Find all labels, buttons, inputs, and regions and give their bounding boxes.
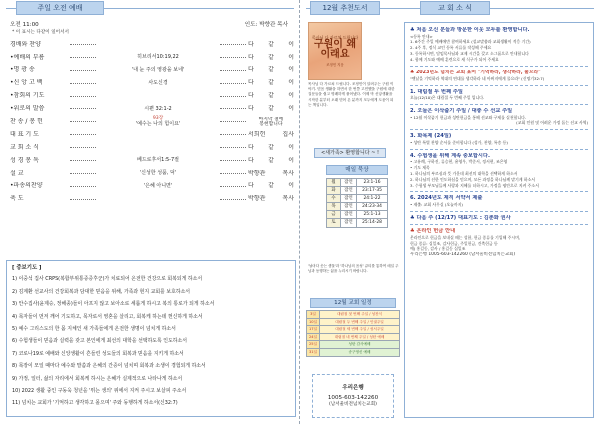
news-w4: 3. 등록하시면, 담임목사님과 교제 시간을 갖고 소그룹으로 안내합니다 <box>410 51 529 57</box>
reading-day: 목 <box>327 203 341 211</box>
schedule-date: 17일 <box>307 326 320 334</box>
schedule-event: 대림절 네 번째 주일 / 성탄 예배 <box>320 333 400 341</box>
reading-note: '날마다 솟는 샘물'과 '하나님의 음성' 큐티를 통하여 매일 주님과 동행하는 삶을 누리시기 바랍니다. <box>308 264 399 274</box>
order-item-person: 박향관 목사 <box>248 169 294 177</box>
dotted-leader <box>70 83 96 84</box>
reading-row <box>327 195 388 203</box>
book-cover-image <box>308 22 362 80</box>
order-row <box>6 64 296 77</box>
dotted-leader <box>70 186 96 187</box>
schedule-date: 10일 <box>307 318 320 326</box>
news-s4-b: • 기도 제목 <box>410 164 430 170</box>
news-header: 교 회 소 식 <box>420 1 490 15</box>
service-time: 오전 11:00 <box>10 22 39 28</box>
bank-name: 우리은행 <box>342 384 364 391</box>
order-item-detail: 사도신경 <box>148 79 168 86</box>
new-family-welcome: <새가족> 환영합니다 ~ ! <box>314 148 386 158</box>
service-title: 주일 오전 예배 <box>16 1 104 15</box>
reading-range: 25:1-13 <box>357 211 388 219</box>
news-s4-a: • 고유례, 구하진, 류승현, 윤영우, 박준서, 정서현, 조은영 <box>410 159 508 165</box>
dotted-leader <box>70 147 96 148</box>
news-s3-text: • 성탄 특별 찬양 순서를 준비합니다 (성가, 찬양, 특송 등) <box>410 139 508 145</box>
prayer-item: 6) 수험생들이 믿음과 실력을 갖고 본인에게 최선의 대학을 선택하도록 인도하소서 <box>12 338 187 345</box>
order-list <box>6 38 296 206</box>
news-offer-b: 헌금 종류: 십일조, 감사헌금, 주일헌금, 건축헌금 등 <box>410 240 498 246</box>
dotted-leader <box>70 173 96 174</box>
order-item-person: 다 같 이 <box>248 182 294 190</box>
reading-day: 화 <box>327 187 341 195</box>
reading-day: 월 <box>327 179 341 187</box>
news-s2-a: • 12월 이삭줍기 헌금과 성탄헌금을 통해 선교와 구제를 실천합니다. <box>410 114 527 120</box>
schedule-header: 12월 교회 일정 <box>310 298 396 308</box>
news-w2: 1. 6주간 주일 예배에만 참여하세요 (설교말씀과 교회생활이 적응 기간) <box>410 39 531 45</box>
reading-table <box>326 178 388 228</box>
news-s2-b: (교회 인원 및 어려운 가정 돕는 선교 사역) <box>516 120 588 126</box>
order-item-person: 박향관 목사 <box>248 195 294 203</box>
order-item-person: 다 같 이 <box>248 53 294 61</box>
order-item-person: 다 같 이 <box>248 79 294 87</box>
hymn-title: '예수는 나의 힘이요' <box>135 120 181 127</box>
dotted-leader <box>220 108 246 109</box>
reading-day: 수 <box>327 195 341 203</box>
order-row <box>6 51 296 64</box>
dotted-leader <box>220 83 246 84</box>
news-s4-title: 4. 수험생을 위해 계속 중보합시다. <box>410 152 490 159</box>
service-meta <box>6 22 296 30</box>
order-row <box>6 193 296 206</box>
reading-row <box>327 187 388 195</box>
order-item-name: •예배의 부름 <box>10 53 45 61</box>
prayer-item: 8) 목장이 모일 때마다 예수와 말씀과 은혜의 간증이 넘치며 회복과 소생이 경험되게 하소서 <box>12 363 206 370</box>
schedule-row <box>307 341 400 349</box>
dotted-leader <box>70 96 96 97</box>
order-row <box>6 77 296 90</box>
church-news <box>404 22 594 418</box>
reading-day: 토 <box>327 219 341 227</box>
order-item-detail <box>98 117 218 127</box>
order-item-person: 서희헌 집사 <box>248 130 294 138</box>
reading-book: 잠언 <box>341 203 357 211</box>
prayer-item: 1) 이중석 집사 CRPS(복합부위통증증후군)가 치료되어 온전한 건강으로 회복되게 하소서 <box>12 276 203 283</box>
reading-range: 25:14-28 <box>357 219 388 227</box>
news-s2-title: 2. 오늘은 이삭줍기 주일 / 대충 수 선교 주일 <box>410 108 513 114</box>
order-row <box>6 141 296 154</box>
book-cover-title: 구원이 왜 이래요 <box>313 38 357 61</box>
news-s4-e: 3. 수험생 부모님들께 사랑과 지혜를 더하시고, 가정을 평안으로 지켜 주소서 <box>410 182 539 188</box>
divider <box>410 66 588 67</box>
news-motto-sub: "옛날을 기억하라 역대의 연대를 생각하라 네 아버지에게 물으라" (신명기32:7) <box>410 75 545 81</box>
schedule-row <box>307 318 400 326</box>
reading-book: 잠언 <box>341 187 357 195</box>
order-item-detail: 히브리서10:19,22 <box>137 54 179 61</box>
dotted-leader <box>220 44 246 45</box>
news-s6-title: ♣ 다음 주 (12/17) 대표기도 : 김춘화 권사 <box>410 214 511 221</box>
divider <box>410 104 588 105</box>
order-item-person: 다 같 이 <box>248 105 294 113</box>
prayer-item: 4) 목자들이 먼저 깨어 기도하고, 목자로서 영혼을 살리고, 회복케 하는데 헌신하게 하소서 <box>12 313 203 320</box>
schedule-row <box>307 326 400 334</box>
bank-holder: (남서울비전넘치는교회) <box>329 401 377 407</box>
reading-row <box>327 219 388 227</box>
prayer-item: 5) 예수 그리스도의 한 몸 지체인 새 가족들에게 온전한 생명이 넘치게 하소서 <box>12 326 176 333</box>
news-s4-d: 2. 하나님의 선한 인도하심을 믿으며, 모든 과정을 하나님께 맡기게 하소서 <box>410 176 536 182</box>
prayer-item: 10) 2022 생활 중인 구동욱 청년을 '뛰는 생의' 위에서 지켜 주시고 보살피 주소서 <box>12 387 187 394</box>
prayer-title: [ 중보기도 ] <box>12 265 42 271</box>
news-w3: 2. 4주 후, 정식 교인 등록 서류를 작성해 주세요 <box>410 45 492 51</box>
dotted-leader <box>70 44 96 45</box>
order-item-name: 축 도 <box>10 195 24 203</box>
news-offer-bank: 우리은행 1005-603-142260 (남서울비전넘치는교회) <box>410 252 516 258</box>
reading-book: 잠언 <box>341 179 357 187</box>
schedule-event: 대림절 세 번째 주일 / 성서주일 <box>320 326 400 334</box>
order-row <box>6 102 296 115</box>
news-welcome: ♣ 처음 오신 분들과 방문한 이웃 모두를 환영합니다. <box>410 27 530 33</box>
reading-row <box>327 203 388 211</box>
dotted-leader <box>220 57 246 58</box>
order-row <box>6 154 296 167</box>
order-row <box>6 180 296 193</box>
book-header: 12월 추천도서 <box>310 1 380 15</box>
news-s1-text: 오늘(12/10)은 대림절 두 번째 주일 입니다. <box>410 95 485 101</box>
right-panel <box>300 0 600 424</box>
news-offer-c: 예) 홍길동, 감사 / 홍길동 십일조 <box>410 246 466 252</box>
order-item-name: 성 경 봉 독 <box>10 156 39 164</box>
order-item-detail: '은혜 아니면' <box>143 183 173 190</box>
order-item-person: 다 같 이 <box>248 156 294 164</box>
news-w5: 4. 함께 기도와 예배 훈련으로 새 식구가 되어 주세요 <box>410 56 499 62</box>
order-item-person: 다 같 이 <box>248 92 294 100</box>
news-offer-a: 온라인으로 헌금을 보내실 때는 성함, 헌금 종류를 기입해 주시며, <box>410 234 521 240</box>
order-item-name: •명 광 송 <box>10 66 35 74</box>
divider <box>410 85 588 86</box>
schedule-date: 24일 <box>307 333 320 341</box>
prayer-list <box>12 274 290 410</box>
dotted-leader <box>70 134 96 135</box>
prayer-item: 7) 코로나19로 예배와 신앙생활이 흔들린 성도들의 회복과 믿음을 지키게 하소서 <box>12 350 184 357</box>
order-item-detail: 베드로후서1:5-7절 <box>136 157 179 164</box>
divider <box>410 211 588 212</box>
news-s1-title: 1. 대림절 두 번째 주일 <box>410 88 463 95</box>
schedule-event: 대림절 첫 번째 주일 / 성찬식 <box>320 311 400 319</box>
prayer-item: 3) 안수집사(윤제승, 정해종)들이 아프지 않고 보아소로 세롭게 하시고 복의 통로가 되게 하소서 <box>12 301 215 308</box>
book-cover-author: 조정민 지음 <box>326 62 344 67</box>
order-row <box>6 128 296 141</box>
reading-book: 잠언 <box>341 219 357 227</box>
hymn-number: 93장 <box>152 115 164 121</box>
dotted-leader <box>70 121 96 122</box>
service-order <box>6 22 296 258</box>
news-s4-c: 1. 하나님의 부르심과 뜻 가운데 최선의 대학을 선택하게 하소서 <box>410 170 518 176</box>
dotted-leader <box>220 147 246 148</box>
order-item-name: •위로의 말씀 <box>10 105 45 113</box>
order-item-detail: 시편 32:1-2 <box>144 105 172 112</box>
divider <box>410 149 588 150</box>
divider <box>410 129 588 130</box>
order-row <box>6 38 296 51</box>
dotted-leader <box>220 121 246 122</box>
schedule-event: 성탄 감사예배 <box>320 341 400 349</box>
dotted-leader <box>220 160 246 161</box>
order-item-person: 다 같 이 <box>248 40 294 48</box>
order-item-name: 경배와 찬양 <box>10 40 41 48</box>
bank-info <box>312 374 394 418</box>
order-item-person: 다 같 이 <box>248 143 294 151</box>
reading-range: 23:1-16 <box>357 179 388 187</box>
book-description: 목사님 다 가르쳐 드립니다. 조정민이 알려주는 구원 이야기. 믿음 생활을 하면서 한 번쯤 고민했을 구원에 대한 질문들을 쉽고 명쾌하게 풀어냈다. 이제 막 신앙생활을 시작한 분부터 오래 믿어 온 분까지 모두에게 도움이 되는 책입니다. <box>308 82 395 107</box>
news-s5-text: • 제출: 교회 사무실 (오늘까지) <box>410 201 463 207</box>
dotted-leader <box>220 134 246 135</box>
schedule-event: 송구영신 예배 <box>320 348 400 356</box>
dotted-leader <box>220 173 246 174</box>
schedule-row <box>307 311 400 319</box>
news-s5-title: 6. 2024년도 제직 서약서 제출 <box>410 195 483 202</box>
dotted-leader <box>220 199 246 200</box>
order-item-name: 교 회 소 식 <box>10 143 39 151</box>
prayer-item: 11) 넘치는 교회가 '기억하고 생각하고 몰으며' 주와 동행하게 하소서(신32:7) <box>12 400 178 407</box>
bank-account: 1005-603-142260 <box>327 394 379 401</box>
schedule-row <box>307 348 400 356</box>
reading-day: 금 <box>327 211 341 219</box>
order-item-person <box>248 117 296 127</box>
news-offer-title: ♣ 온라인 헌금 안내 <box>410 228 456 235</box>
dotted-leader <box>220 96 246 97</box>
dotted-leader <box>220 186 246 187</box>
book-cover-top: 목사님 다 가르쳐 드립니다 <box>311 34 359 40</box>
reading-row <box>327 179 388 187</box>
order-item-name: •파송의찬양 <box>10 182 43 190</box>
prayer-item: 9) 가정, 일터, 삶의 자리에서 회복케 하시는 은혜가 실제적으로 나타나게 하소서 <box>12 375 183 382</box>
reading-row <box>327 211 388 219</box>
reading-header: 매일 묵상 <box>326 165 388 175</box>
order-row <box>6 115 296 128</box>
order-row <box>6 90 296 103</box>
order-item-detail: '내 눈 주의 영광을 보네' <box>131 67 185 74</box>
reading-book: 잠언 <box>341 195 357 203</box>
reading-range: 24:1-22 <box>357 195 388 203</box>
schedule-date: 31일 <box>307 348 320 356</box>
divider <box>410 224 588 225</box>
schedule-date: 25일 <box>307 341 320 349</box>
schedule-row <box>307 333 400 341</box>
order-item-person: 다 같 이 <box>248 66 294 74</box>
order-item-name: 설 교 <box>10 169 24 177</box>
dotted-leader <box>70 70 96 71</box>
schedule-event: 대림절 두 번째 주일 / 인권주일 <box>320 318 400 326</box>
order-item-name: 대 표 기 도 <box>10 130 39 138</box>
prayer-item: 2) 김계환 선교사의 건강회복과 담대한 믿음을 위해, 가족과 현지 교회를 보호하소서 <box>12 288 191 295</box>
order-item-detail: '신성한 성품, 덕' <box>139 170 177 177</box>
standing-note: * 이 표시는 다같이 일어서서 <box>12 30 69 35</box>
order-item-name: 찬 송 / 봉 헌 <box>10 118 43 126</box>
dotted-leader <box>70 160 96 161</box>
schedule-date: 3일 <box>307 311 320 319</box>
dotted-leader <box>220 70 246 71</box>
reading-book: 잠언 <box>341 211 357 219</box>
schedule-table <box>306 310 400 357</box>
news-w1: <등록 안내> <box>410 33 433 39</box>
news-s3-title: 3. 화목제 (24일) <box>410 133 452 140</box>
prayer-box <box>6 260 296 417</box>
dotted-leader <box>70 57 96 58</box>
news-motto-title: ♣ 2023년도 넘치는 교회 표어 "기억하라, 생각하라, 물으라" <box>410 69 541 75</box>
reading-range: 24:23-34 <box>357 203 388 211</box>
dotted-leader <box>70 108 96 109</box>
offering-note-2: 봉헌합니다 <box>259 121 283 127</box>
divider <box>410 191 588 192</box>
offering-note-1: 마지막 절에 <box>258 116 284 122</box>
order-item-name: •신 앙 고 백 <box>10 79 43 87</box>
service-leader: 인도: 박향관 목사 <box>244 22 288 28</box>
dotted-leader <box>70 199 96 200</box>
order-item-name: •참회의 기도 <box>10 92 45 100</box>
order-row <box>6 167 296 180</box>
reading-range: 23:17-35 <box>357 187 388 195</box>
